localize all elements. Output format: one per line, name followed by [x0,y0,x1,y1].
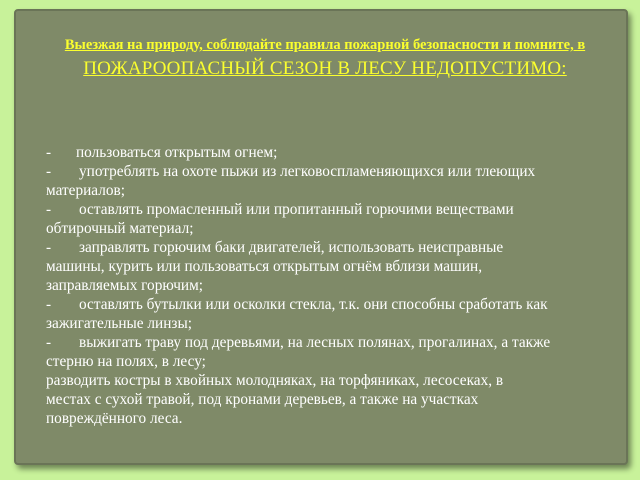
rule-line-continuation: машины, курить или пользоваться открытым огнём вблизи машин, [46,258,483,275]
rule-text: оставлять бутылки или осколки стекла, т.к. они способны сработать как [79,296,548,313]
rule-dash: - [46,296,52,313]
rule-item [46,162,634,200]
rule-line-continuation: заправляемых горючим; [46,277,204,294]
rule-text: пользоваться открытым огнем; [76,144,278,161]
rule-item [46,200,634,238]
rules-list [46,143,634,428]
rule-line-first [46,238,634,257]
rule-line-first [46,200,634,219]
rule-dash: - [46,163,52,180]
closing-line: повреждённого леса. [46,410,183,427]
rule-item [46,333,634,371]
heading-emphasis: ПОЖАРООПАСНЫЙ СЕЗОН В ЛЕСУ НЕДОПУСТИМО: [83,58,567,79]
slide-heading [38,33,612,81]
rule-dash: - [46,144,52,161]
rule-text: оставлять промасленный или пропитанный горючими веществами [79,201,514,218]
rule-text: заправлять горючим баки двигателей, использовать неисправные [79,239,504,256]
rule-line-first [46,295,634,314]
rule-line-continuation: материалов; [46,182,125,199]
closing-line: местах с сухой травой, под кронами деревьев, а также на участках [46,391,479,408]
rule-line-continuation: зажигательные линзы; [46,315,192,332]
heading-intro: Выезжая на природу, соблюдайте правила пожарной безопасности и помните, в [64,37,586,53]
rule-text: выжигать траву под деревьями, на лесных полянах, прогалинах, а также [79,334,551,351]
rule-dash: - [46,334,52,351]
rule-line-continuation: стерню на полях, в лесу; [46,353,206,370]
closing-line: разводить костры в хвойных молодняках, на торфяниках, лесосеках, в [46,372,504,389]
rule-dash: - [46,201,52,218]
content-panel [14,9,628,465]
rule-item [46,238,634,295]
rule-line-first [46,333,634,352]
rule-line-first [46,162,634,181]
rule-line-continuation: обтирочный материал; [46,220,194,237]
rule-line-first [46,143,634,162]
rule-item [46,143,634,162]
rule-dash: - [46,239,52,256]
rule-item [46,295,634,333]
rule-text: употреблять на охоте пыжи из легковоспламеняющихся или тлеющих [79,163,536,180]
